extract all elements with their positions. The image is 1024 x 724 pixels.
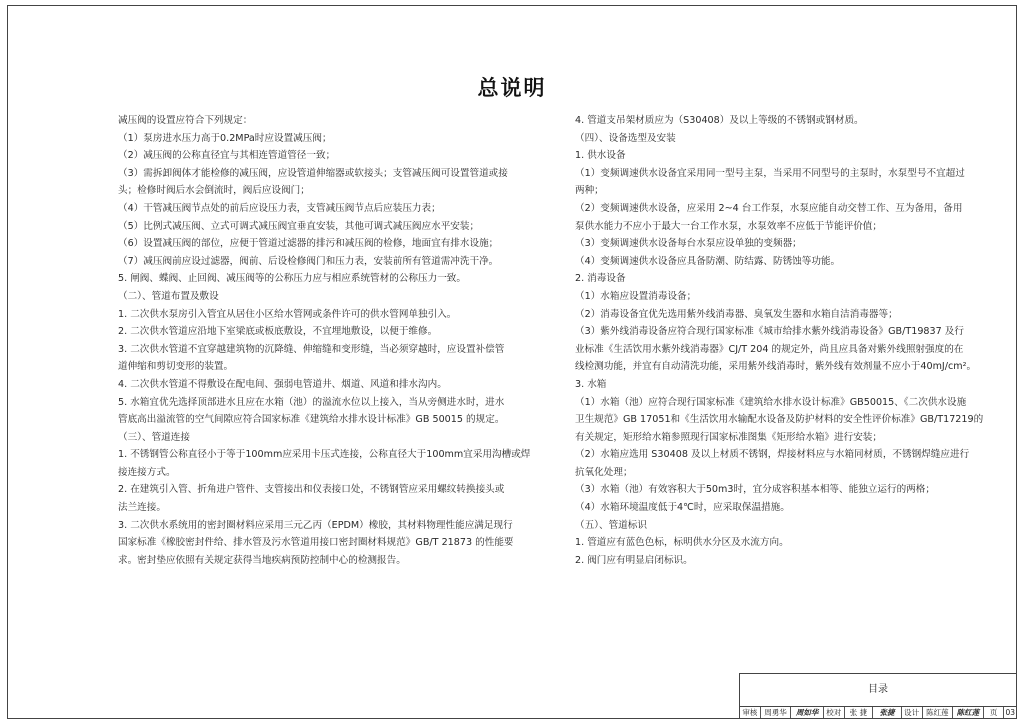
proofreader-signature: 张捷 <box>873 707 902 718</box>
right-column-line: 2. 阀门应有明显启闭标识。 <box>575 554 693 566</box>
right-column-line: 有关规定，矩形给水箱参照现行国家标准图集《矩形给水箱》进行安装； <box>575 431 882 443</box>
right-column-line: （五）、管道标识 <box>575 519 647 531</box>
left-column-line: 2. 在建筑引入管、折角进户管件、支管接出和仪表接口处，不锈钢管应采用螺纹转换接头或 <box>118 484 505 496</box>
right-column-line: （3）水箱（池）有效容积大于50m3时，宜分成容积基本相等、能独立运行的两格； <box>575 484 935 496</box>
left-column-line: 道伸缩和剪切变形的装置。 <box>118 361 234 373</box>
right-column-line: （4）水箱环境温度低于4℃时，应采取保温措施。 <box>575 502 790 514</box>
reviewer-signature: 周如华 <box>791 707 824 718</box>
left-column-line: 3. 二次供水管道不宜穿越建筑物的沉降缝、伸缩缝和变形缝，当必须穿越时，应设置补偿管 <box>118 343 505 355</box>
title-block <box>739 673 1017 719</box>
right-column <box>575 112 1005 569</box>
right-column-line: （四）、设备选型及安装 <box>575 132 676 144</box>
right-column-line: （4）变频调速供水设备应具备防潮、防结露、防锈蚀等功能。 <box>575 255 841 267</box>
label-design: 设计 <box>902 707 923 718</box>
designer-name: 陈红莲 <box>923 707 954 718</box>
reviewer-name: 周勇华 <box>761 707 792 718</box>
right-column-line: （3）紫外线消毒设备应符合现行国家标准《城市给排水紫外线消毒设备》GB/T19837 及行 <box>575 326 964 338</box>
left-column-line: 5. 闸阀、蝶阀、止回阀、减压阀等的公称压力应与相应系统管材的公称压力一致。 <box>118 273 466 285</box>
left-column-line: 国家标准《橡胶密封件给、排水管及污水管道用接口密封圈材料规范》GB/T 21873 的性能要 <box>118 537 514 549</box>
left-column-line: （2）减压阀的公称直径宜与其相连管道管径一致； <box>118 150 336 162</box>
right-column-line: （3）变频调速供水设备每台水泵应设单独的变频器； <box>575 238 802 250</box>
left-column-line: 法兰连接。 <box>118 502 166 514</box>
right-column-line: 卫生规范》GB 17051和《生活饮用水输配水设备及防护材料的安全性评价标准》GB/T17219的 <box>575 414 984 426</box>
page-title: 总说明 <box>477 76 547 100</box>
right-column-line: （1）变频调速供水设备宜采用同一型号主泵，当采用不同型号的主泵时，水泵型号不宜超过 <box>575 167 965 179</box>
left-column-line: （6）设置减压阀的部位，应便于管道过滤器的排污和减压阀的检修，地面宜有排水设施； <box>118 238 499 250</box>
left-column-line: 求。密封垫应依照有关规定获得当地疾病预防控制中心的检测报告。 <box>118 554 406 566</box>
left-column-line: 1. 不锈钢管公称直径小于等于100mm应采用卡压式连接，公称直径大于100mm宜采用沟槽或焊 <box>118 449 531 461</box>
drawing-name: 目录 <box>868 684 888 695</box>
left-column-line: （二）、管道布置及敷设 <box>118 290 219 302</box>
left-column <box>118 112 548 569</box>
left-column-line: 4. 二次供水管道不得敷设在配电间、强弱电管道井、烟道、风道和排水沟内。 <box>118 378 447 390</box>
right-column-line: 业标准《生活饮用水紫外线消毒器》CJ/T 204 的规定外，尚且应具备对紫外线照射强度的在 <box>575 343 964 355</box>
left-column-line: 1. 二次供水泵房引入管宜从居住小区给水管网或条件许可的供水管网单独引入。 <box>118 308 457 320</box>
designer-signature: 陈红莲 <box>953 707 984 718</box>
left-column-line: （3）需拆卸阀体才能检修的减压阀，应设管道伸缩器或软接头；支管减压阀可设置管道或接 <box>118 167 508 179</box>
left-column-line: 管底高出溢流管的空气间隙应符合国家标准《建筑给水排水设计标准》GB 50015 的规定。 <box>118 414 505 426</box>
label-review: 审核 <box>740 707 761 718</box>
left-column-line: 5. 水箱宜优先选择顶部进水且应在水箱（池）的溢流水位以上接入，当从旁侧进水时，进水 <box>118 396 505 408</box>
left-column-line: 2. 二次供水管道应沿地下室梁底或板底敷设，不宜埋地敷设，以便于维修。 <box>118 326 438 338</box>
left-column-line: （7）减压阀前应设过滤器，阀前、后设检修阀门和压力表，安装前所有管道需冲洗干净。 <box>118 255 499 267</box>
right-column-line: 3. 水箱 <box>575 378 607 390</box>
right-column-line: （2）变频调速供水设备，应采用 2~4 台工作泵，水泵应能自动交替工作、互为备用，备用 <box>575 202 963 214</box>
right-column-line: （1）水箱应设置消毒设备； <box>575 290 697 302</box>
left-column-line: （4）干管减压阀节点处的前后应设压力表，支管减压阀节点后应装压力表； <box>118 202 441 214</box>
left-column-line: （三）、管道连接 <box>118 431 190 443</box>
signature-row <box>740 706 1016 718</box>
left-column-line: 头；检修时阀后水会倒流时，阀后应设阀门； <box>118 185 310 197</box>
right-column-line: 两种； <box>575 185 604 197</box>
label-page: 页 <box>984 707 1005 718</box>
right-column-line: 抗氧化处理； <box>575 466 633 478</box>
left-column-line: （5）比例式减压阀、立式可调式减压阀宜垂直安装，其他可调式减压阀应水平安装； <box>118 220 480 232</box>
right-column-line: 1. 供水设备 <box>575 150 626 162</box>
label-proofread: 校对 <box>824 707 845 718</box>
left-column-line: （1）泵房进水压力高于0.2MPa时应设置减压阀； <box>118 132 332 144</box>
right-column-line: 线检测功能，并宜有自动清洗功能，采用紫外线消毒时，紫外线有效剂量不应小于40mJ/cm²。 <box>575 361 977 373</box>
right-column-line: （2）消毒设备宜优先选用紫外线消毒器、臭氧发生器和水箱自洁消毒器等； <box>575 308 898 320</box>
right-column-line: 泵供水能力不应小于最大一台工作水泵，水泵效率不应低于节能评价值； <box>575 220 882 232</box>
proofreader-name: 张 捷 <box>845 707 874 718</box>
right-column-line: （2）水箱应选用 S30408 及以上材质不锈钢，焊接材料应与水箱同材质，不锈钢焊缝应进行 <box>575 449 970 461</box>
left-column-line: 接连接方式。 <box>118 466 176 478</box>
left-column-line: 3. 二次供水系统用的密封圈材料应采用三元乙丙（EPDM）橡胶，其材料物理性能应满足现行 <box>118 519 513 531</box>
page-number: 03 <box>1005 708 1015 717</box>
right-column-line: 1. 管道应有蓝色色标，标明供水分区及水流方向。 <box>575 537 789 549</box>
left-column-line: 减压阀的设置应符合下列规定： <box>118 115 253 126</box>
right-column-line: （1）水箱（池）应符合现行国家标准《建筑给水排水设计标准》GB50015、《二次供水设施 <box>575 396 967 408</box>
right-column-line: 2. 消毒设备 <box>575 273 626 285</box>
right-column-line: 4. 管道支吊架材质应为（S30408）及以上等级的不锈钢或钢材质。 <box>575 115 864 126</box>
